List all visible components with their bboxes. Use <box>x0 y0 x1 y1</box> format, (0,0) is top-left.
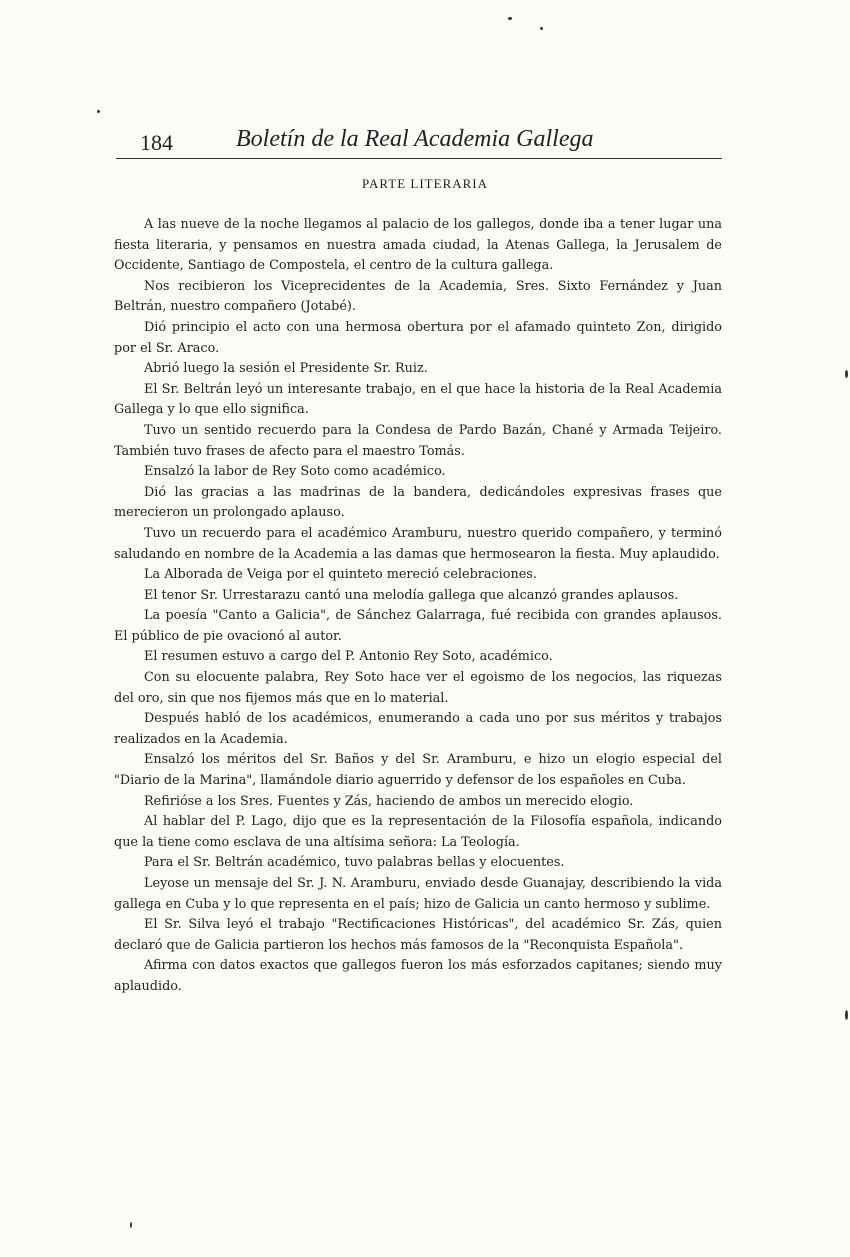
section-title: PARTE LITERARIA <box>361 176 489 191</box>
paragraph: El resumen estuvo a cargo del P. Antonio Rey Soto, académico. <box>144 649 553 665</box>
paragraph: Leyose un mensaje del Sr. J. N. Aramburu, enviado desde Guanajay, describiendo la vida gallega en Cuba y lo que representa en el país; hizo de Galicia un canto hermoso y sublime. <box>114 876 722 912</box>
article-body <box>114 215 722 998</box>
running-header <box>116 126 722 159</box>
paragraph: El Sr. Silva leyó el trabajo "Rectificaciones Históricas", del académico Sr. Zás, quien declaró que de Galicia partieron los hechos más famosos de la "Reconquista Española". <box>114 917 722 953</box>
paragraph: El Sr. Beltrán leyó un interesante trabajo, en el que hace la historia de la Real Academia Gallega y lo que ello significa. <box>114 381 722 418</box>
paragraph: Refirióse a los Sres. Fuentes y Zás, haciendo de ambos un merecido elogio. <box>144 793 634 809</box>
paragraph: Dió principio el acto con una hermosa obertura por el afamado quinteto Zon, dirigido por el Sr. Araco. <box>114 319 722 356</box>
paragraph: Abrió luego la sesión el Presidente Sr. Ruiz. <box>144 361 428 377</box>
paragraph: Ensalzó los méritos del Sr. Baños y del Sr. Aramburu, e hizo un elogio especial del "Diario de la Marina", llamándole diario aguerrido y defensor de los españoles en Cuba. <box>114 752 722 789</box>
page-number: 184 <box>140 130 173 155</box>
scan-speck <box>845 370 848 378</box>
paragraph: El tenor Sr. Urrestarazu cantó una melodía gallega que alcanzó grandes aplausos. <box>144 587 679 603</box>
paragraph: Al hablar del P. Lago, dijo que es la representación de la Filosofía española, indicando que la tiene como esclava de una altísima señora: La Teología. <box>114 814 722 850</box>
scan-speck <box>540 27 543 30</box>
paragraph: Afirma con datos exactos que gallegos fueron los más esforzados capitanes; siendo muy aplaudido. <box>114 958 722 994</box>
paragraph: La Alborada de Veiga por el quinteto mereció celebraciones. <box>144 567 537 583</box>
paragraph: Tuvo un sentido recuerdo para la Condesa de Pardo Bazán, Chané y Armada Teijeiro. También tuvo frases de afecto para el maestro Tomás. <box>114 422 722 459</box>
scan-speck <box>845 1010 848 1020</box>
paragraph: Con su elocuente palabra, Rey Soto hace ver el egoismo de los negocios, las riquezas del oro, sin que nos fijemos más que en lo material. <box>114 670 722 706</box>
paragraph: A las nueve de la noche llegamos al palacio de los gallegos, donde iba a tener lugar una fiesta literaria, y pensamos en nuestra amada ciudad, la Atenas Gallega, la Jerusalem de Occidente, Santiago de Compostela, el centro de la cultura gallega. <box>114 217 722 274</box>
paragraph: Ensalzó la labor de Rey Soto como académico. <box>144 464 446 480</box>
paragraph: Nos recibieron los Viceprecidentes de la Academia, Sres. Sixto Fernández y Juan Beltrán, nuestro compañero (Jotabé). <box>114 278 722 315</box>
paragraph: Tuvo un recuerdo para el académico Aramburu, nuestro querido compañero, y terminó saludando en nombre de la Academia a las damas que hermosearon la fiesta. Muy aplaudido. <box>114 525 722 562</box>
paragraph: Después habló de los académicos, enumerando a cada uno por sus méritos y trabajos realizados en la Academia. <box>114 711 722 747</box>
paragraph: La poesía "Canto a Galicia", de Sánchez Galarraga, fué recibida con grandes aplausos. El público de pie ovacionó al autor. <box>114 608 722 644</box>
paragraph: Para el Sr. Beltrán académico, tuvo palabras bellas y elocuentes. <box>144 855 565 871</box>
scan-speck <box>130 1222 132 1228</box>
running-title: Boletín de la Real Academia Gallega <box>236 126 594 152</box>
scan-speck <box>97 110 100 113</box>
scan-speck <box>508 17 512 20</box>
paragraph: Dió las gracias a las madrinas de la bandera, dedicándoles expresivas frases que merecieron un prolongado aplauso. <box>114 484 722 521</box>
